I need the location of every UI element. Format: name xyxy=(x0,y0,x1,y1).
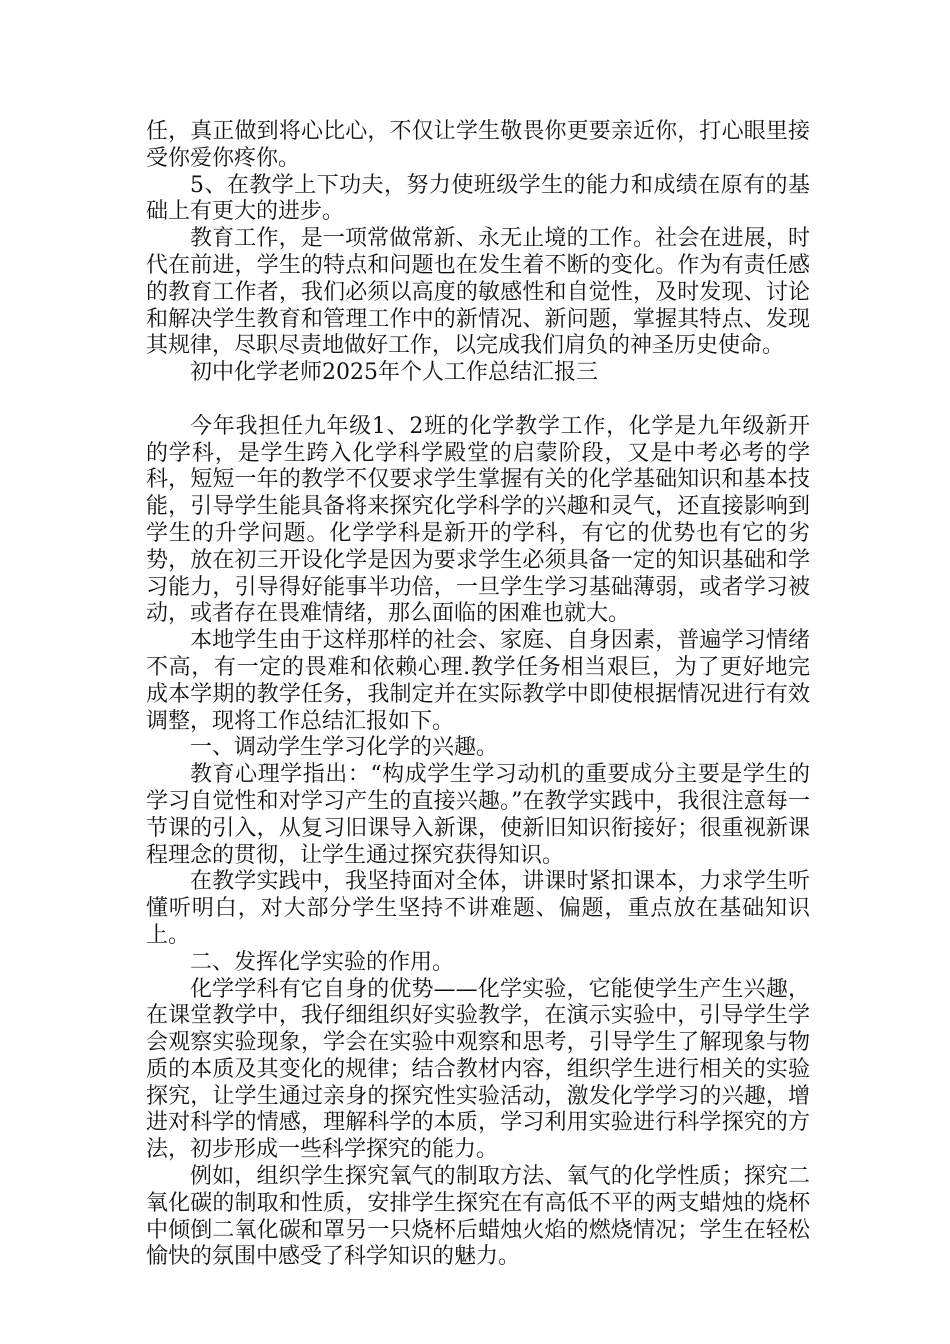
paragraph-conclusion: 教育工作，是一项常做常新、永无止境的工作。社会在进展，时代在前进，学生的特点和问题也在发生着不断的变化。作为有责任感的教育工作者，我们必须以高度的敏感性和自觉性，及时发现、讨论和解决学生教育和管理工作中的新情况、新问题，掌握其特点、发现其规律，尽职尽责地做好工作，以完成我们肩负的神圣历史使命。 xyxy=(146,226,810,359)
subheading-interest: 一、调动学生学习化学的兴趣。 xyxy=(190,735,499,761)
blank-line xyxy=(146,387,810,414)
paragraph-continuation: 任，真正做到将心比心，不仅让学生敬畏你更要亲近你，打心眼里接受你爱你疼你。 xyxy=(146,119,810,171)
document-body xyxy=(146,119,810,1271)
paragraph-item-5: 5、在教学上下功夫，努力使班级学生的能力和成绩在原有的基础上有更大的进步。 xyxy=(146,172,810,225)
paragraph-example: 例如，组织学生探究氧气的制取方法、氧气的化学性质；探究二氧化碳的制取和性质，安排学生探究在有高低不平的两支蜡烛的烧杯中倾倒二氧化碳和罩另一只烧杯后蜡烛火焰的燃烧情况；学生在轻松愉快的氛围中感受了科学知识的魅力。 xyxy=(146,1164,810,1270)
section-title: 初中化学老师2025年个人工作总结汇报三 xyxy=(190,360,598,386)
subheading-experiment: 二、发挥化学实验的作用。 xyxy=(190,949,455,975)
paragraph-intro: 今年我担任九年级1、2班的化学教学工作，化学是九年级新开的学科，是学生跨入化学科学殿堂的启蒙阶段，又是中考必考的学科，短短一年的教学不仅要求学生掌握有关的化学基础知识和基本技能，引导学生能具备将来探究化学科学的兴趣和灵气，还直接影响到学生的升学问题。化学学科是新开的学科，有它的优势也有它的劣势，放在初三开设化学是因为要求学生必须具备一定的知识基础和学习能力，引导得好能事半功倍，一旦学生学习基础薄弱，或者学习被动，或者存在畏难情绪，那么面临的困难也就大。 xyxy=(146,413,810,627)
paragraph-students: 本地学生由于这样那样的社会、家庭、自身因素，普遍学习情绪不高，有一定的畏难和依赖心理.教学任务相当艰巨，为了更好地完成本学期的教学任务，我制定并在实际教学中即使根据情况进行有效调整，现将工作总结汇报如下。 xyxy=(146,628,810,734)
paragraph-experiment: 化学学科有它自身的优势——化学实验，它能使学生产生兴趣，在课堂教学中，我仔细组织好实验教学，在演示实验中，引导学生学会观察实验现象，学会在实验中观察和思考，引导学生了解现象与物质的本质及其变化的规律；结合教材内容，组织学生进行相关的实验探究，让学生通过亲身的探究性实验活动，激发化学学习的兴趣，增进对科学的情感，理解科学的本质，学习利用实验进行科学探究的方法，初步形成一些科学探究的能力。 xyxy=(146,976,810,1163)
paragraph-practice: 在教学实践中，我坚持面对全体，讲课时紧扣课本，力求学生听懂听明白，对大部分学生坚持不讲难题、偏题，重点放在基础知识上。 xyxy=(146,869,810,948)
paragraph-psychology: 教育心理学指出：“构成学生学习动机的重要成分主要是学生的学习自觉性和对学习产生的直接兴趣。”在教学实践中，我很注意每一节课的引入，从复习旧课导入新课，使新旧知识衔接好；很重视新课程理念的贯彻，让学生通过探究获得知识。 xyxy=(146,762,810,868)
